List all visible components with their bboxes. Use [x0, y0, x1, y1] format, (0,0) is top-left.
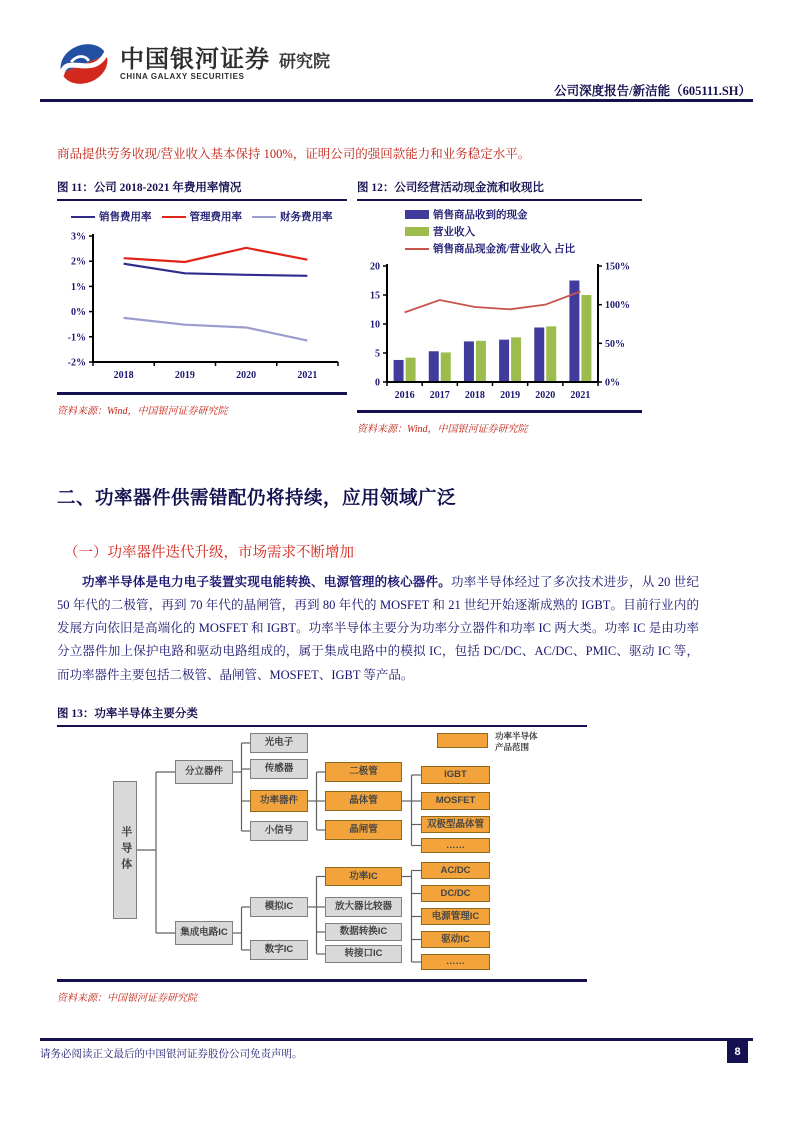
legend-swatch — [405, 210, 429, 219]
svg-text:0: 0 — [375, 377, 380, 389]
svg-text:150%: 150% — [605, 261, 630, 273]
legend-item — [71, 209, 152, 224]
legend-item — [405, 207, 632, 222]
legend-label: 销售商品现金流/营业收入 占比 — [433, 244, 576, 255]
figure-11-bottom-rule — [57, 392, 347, 395]
figure-11-chart — [57, 226, 347, 390]
svg-text:0%: 0% — [71, 307, 86, 319]
figure-12-legend — [405, 207, 642, 258]
svg-text:2016: 2016 — [394, 390, 415, 401]
svg-text:-1%: -1% — [67, 332, 86, 344]
diagram-legend-label: 功率半导体 产品范围 — [495, 731, 538, 752]
galaxy-logo-icon — [56, 36, 112, 92]
legend-swatch — [71, 216, 95, 218]
legend-item — [252, 209, 333, 224]
svg-text:2017: 2017 — [429, 390, 450, 401]
semiconductor-classification-diagram — [57, 729, 587, 977]
section-subheading: （一）功率器件迭代升级，市场需求不断增加 — [64, 545, 354, 561]
svg-text:0%: 0% — [605, 377, 620, 389]
logo-subtitle: CHINA GALAXY SECURITIES — [120, 72, 245, 82]
paragraph-body: 功率半导体经过了多次技术进步，从 20 世纪 50 年代的二极管，再到 70 年代的晶闸管，再到 80 年代的 MOSFET 和 21 世纪开始逐渐成熟的 IGBT。目前行业内的发展方向依旧是高端化的 MOSFET 和 IGBT。功率半导体主要分为功率分立器件和功率 IC 两大类。功率 IC 是由功率分立器件加上保护电路和驱动电路组成的，属于集成电路中的模拟 IC，包括 DC/DC、AC/DC、PMIC、驱动 IC 等，而功率器件主要包括二极管、晶闸管、MOSFET、IGBT 等产品。 — [57, 575, 699, 682]
figure-12-title: 图 12：公司经营活动现金流和收现比 — [357, 179, 642, 201]
diagram-node-acdc: AC/DC — [421, 862, 490, 879]
figure-13-title: 图 13：功率半导体主要分类 — [57, 705, 587, 727]
company-logo — [56, 36, 330, 92]
diagram-node-amp: 放大器比较器 — [325, 897, 402, 917]
diagram-node-data-conv: 数据转换IC — [325, 923, 402, 941]
intro-text: 商品提供劳务收现/营业收入基本保持 100%，证明公司的强回款能力和业务稳定水平。 — [57, 147, 531, 161]
figure-12 — [357, 179, 642, 435]
diagram-node-diode: 二极管 — [325, 762, 402, 782]
diagram-node-digital-ic: 数字IC — [250, 940, 308, 960]
header-divider — [40, 99, 753, 102]
diagram-node-power-device: 功率器件 — [250, 790, 308, 812]
figure-13 — [57, 705, 587, 1004]
svg-text:-2%: -2% — [67, 357, 86, 369]
legend-swatch — [405, 227, 429, 236]
legend-item — [405, 224, 632, 239]
legend-swatch — [162, 216, 186, 218]
logo-institute-label: 研究院 — [279, 52, 330, 72]
diagram-node-discrete: 分立器件 — [175, 760, 233, 784]
paragraph-lead-sentence: 功率半导体是电力电子装置实现电能转换、电源管理的核心器件。 — [82, 575, 451, 589]
legend-label: 财务费用率 — [280, 212, 333, 223]
diagram-node-igbt: IGBT — [421, 766, 490, 784]
logo-title: 中国银河证券 — [120, 45, 270, 73]
diagram-node-interface-ic: 转接口IC — [325, 945, 402, 963]
svg-text:2020: 2020 — [236, 370, 257, 381]
svg-text:20: 20 — [370, 261, 380, 273]
svg-text:2021: 2021 — [570, 390, 591, 401]
svg-text:100%: 100% — [605, 300, 630, 312]
page-number-badge: 8 — [727, 1041, 748, 1063]
diagram-node-pmic: 电源管理IC — [421, 908, 490, 925]
figure-12-source: 资料来源：Wind，中国银河证券研究院 — [357, 423, 528, 435]
figure-12-chart — [357, 258, 642, 408]
svg-text:2019: 2019 — [500, 390, 521, 401]
legend-label: 销售费用率 — [99, 212, 152, 223]
diagram-node-dcdc: DC/DC — [421, 885, 490, 902]
diagram-node-analog-ic: 模拟IC — [250, 897, 308, 917]
legend-swatch — [405, 248, 429, 250]
svg-text:1%: 1% — [71, 281, 86, 293]
diagram-node-opto: 光电子 — [250, 733, 308, 753]
figure-13-source: 资料来源：中国银河证券研究院 — [57, 992, 197, 1004]
footer-divider — [40, 1038, 753, 1041]
figure-11-title: 图 11：公司 2018-2021 年费用率情况 — [57, 179, 347, 201]
svg-text:3%: 3% — [71, 231, 86, 243]
diagram-node-semi: 半导体 — [113, 781, 137, 919]
diagram-node-small-signal: 小信号 — [250, 821, 308, 841]
section-paragraph — [57, 571, 699, 687]
diagram-node-thyristor: 晶闸管 — [325, 820, 402, 840]
svg-text:2%: 2% — [71, 256, 86, 268]
legend-label: 营业收入 — [433, 227, 475, 238]
legend-item — [405, 241, 632, 256]
diagram-node-bjt: 双极型晶体管 — [421, 816, 490, 833]
svg-text:50%: 50% — [605, 338, 625, 350]
svg-text:10: 10 — [370, 319, 380, 331]
diagram-node-power-ic: 功率IC — [325, 867, 402, 886]
svg-text:5: 5 — [375, 348, 380, 360]
legend-item — [162, 209, 243, 224]
figure-13-bottom-rule — [57, 979, 587, 982]
footer-disclaimer: 请务必阅读正文最后的中国银河证券股份公司免责声明。 — [40, 1049, 303, 1060]
svg-text:15: 15 — [370, 290, 380, 302]
report-type-label: 公司深度报告/新洁能（605111.SH） — [554, 84, 751, 98]
figure-12-bottom-rule — [357, 410, 642, 413]
svg-text:2021: 2021 — [297, 370, 318, 381]
svg-text:2018: 2018 — [464, 390, 485, 401]
diagram-legend-swatch — [437, 733, 488, 748]
diagram-node-transistor: 晶体管 — [325, 791, 402, 811]
svg-text:2019: 2019 — [174, 370, 195, 381]
diagram-node-dots1: …… — [421, 838, 490, 853]
legend-label: 销售商品收到的现金 — [433, 210, 528, 221]
figure-11-legend — [71, 209, 347, 226]
svg-text:2018: 2018 — [113, 370, 134, 381]
diagram-node-mosfet: MOSFET — [421, 792, 490, 810]
legend-label: 管理费用率 — [189, 212, 242, 223]
diagram-node-dots2: …… — [421, 954, 490, 970]
legend-swatch — [252, 216, 276, 218]
figure-11 — [57, 179, 347, 417]
diagram-node-driver-ic: 驱动IC — [421, 931, 490, 948]
svg-text:2020: 2020 — [535, 390, 556, 401]
diagram-node-ic: 集成电路IC — [175, 921, 233, 945]
diagram-node-sensor: 传感器 — [250, 759, 308, 779]
section-heading: 二、功率器件供需错配仍将持续，应用领域广泛 — [57, 489, 457, 509]
figure-11-source: 资料来源：Wind，中国银河证券研究院 — [57, 405, 228, 417]
